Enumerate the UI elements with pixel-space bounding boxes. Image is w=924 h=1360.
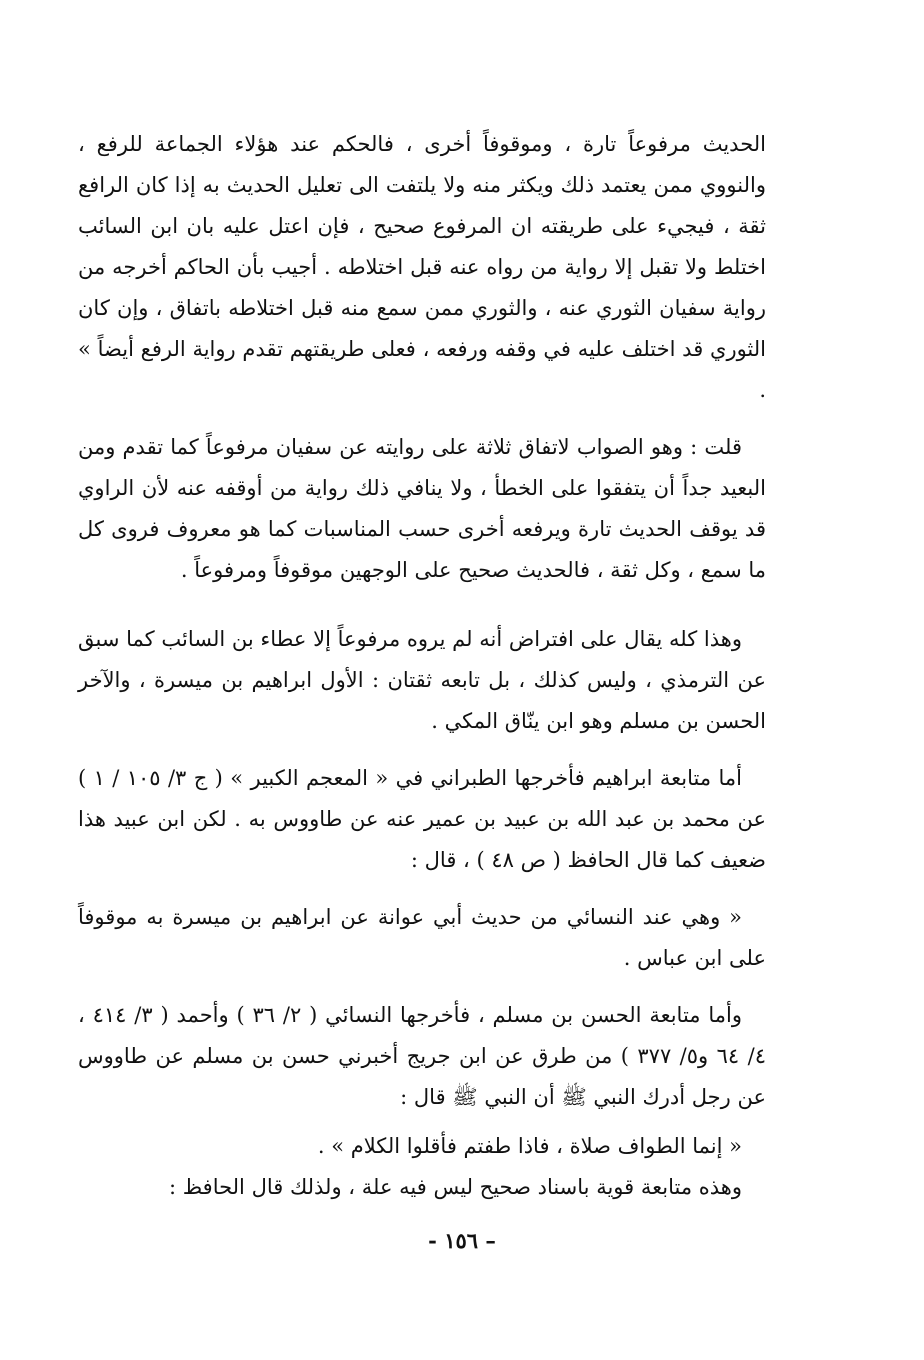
page-body: [78, 124, 766, 1208]
paragraph-4: أما متابعة ابراهيم فأخرجها الطبراني في « المعجم الكبير » ( ج ٣/ ١٠٥ / ١ ) عن محمد بن عبد الله بن عبيد بن عمير عنه عن طاووس به . لكن ابن عبيد هذا ضعيف كما قال الحافظ ( ص ٤٨ ) ، قال :: [78, 766, 766, 872]
paragraph-3: وهذا كله يقال على افتراض أنه لم يروه مرفوعاً إلا عطاء بن السائب كما سبق عن الترمذي ، وليس كذلك ، بل تابعه ثقتان : الأول ابراهيم بن ميسرة ، والآخر الحسن بن مسلم وهو ابن ينّاق المكي .: [78, 627, 766, 733]
page-number: – ١٥٦ -: [428, 1228, 496, 1253]
paragraph-8: وهذه متابعة قوية باسناد صحيح ليس فيه علة ، ولذلك قال الحافظ :: [168, 1175, 742, 1199]
paragraph-1: الحديث مرفوعاً تارة ، وموقوفاً أخرى ، فالحكم عند هؤلاء الجماعة للرفع ، والنووي ممن يعتمد ذلك ويكثر منه ولا يلتفت الى تعليل الحديث به إذا كان الرافع ثقة ، فيجيء على طريقته ان المرفوع صحيح ، فإن اعتل عليه بان ابن السائب اختلط ولا تقبل إلا رواية من رواه عنه قبل اختلاطه . أجيب بأن الحاكم أخرجه من رواية سفيان الثوري عنه ، والثوري ممن سمع منه قبل اختلاطه باتفاق ، وإن كان الثوري قد اختلف عليه في وقفه ورفعه ، فعلى طريقتهم تقدم رواية الرفع أيضاً » .: [78, 132, 766, 402]
paragraph-7: « إنما الطواف صلاة ، فاذا طفتم فأقلوا الكلام » .: [317, 1134, 742, 1158]
paragraph-2: قلت : وهو الصواب لاتفاق ثلاثة على روايته عن سفيان مرفوعاً كما تقدم ومن البعيد جداً أن يتفقوا على الخطأ ، ولا ينافي ذلك رواية من أوقفه عنه لأن الراوي قد يوقف الحديث تارة ويرفعه أخرى حسب المناسبات كما هو معروف فروى كل ما سمع ، وكل ثقة ، فالحديث صحيح على الوجهين موقوفاً ومرفوعاً .: [78, 435, 766, 582]
paragraph-6: وأما متابعة الحسن بن مسلم ، فأخرجها النسائي ( ٢/ ٣٦ ) وأحمد ( ٣/ ٤١٤ ، ٤/ ٦٤ و٥/ ٣٧٧ ) من طرق عن ابن جريج أخبرني حسن بن مسلم عن طاووس عن رجل أدرك النبي ﷺ أن النبي ﷺ قال :: [78, 1003, 766, 1109]
paragraph-5: « وهي عند النسائي من حديث أبي عوانة عن ابراهيم بن ميسرة به موقوفاً على ابن عباس .: [78, 905, 766, 970]
